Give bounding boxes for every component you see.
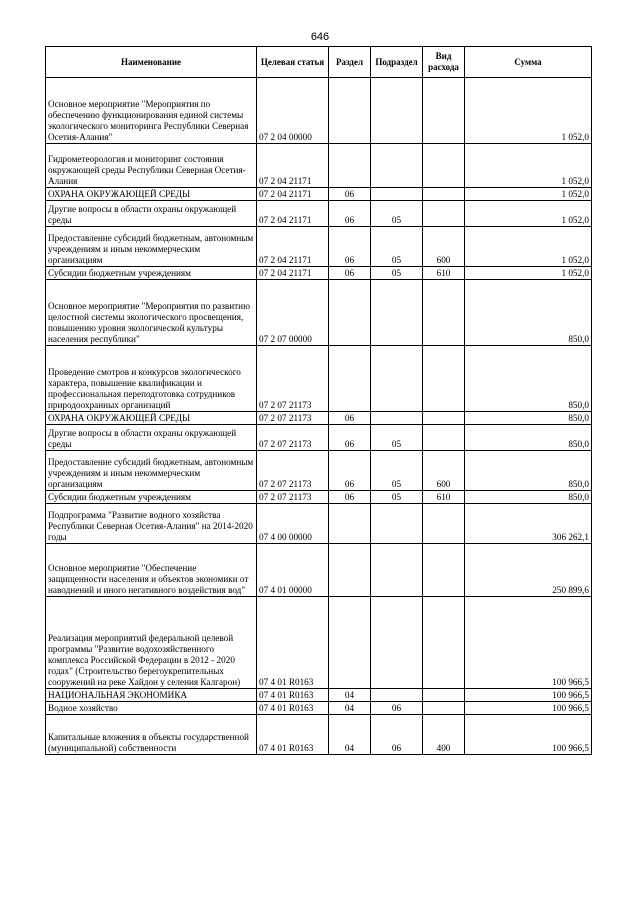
cell-expense [423,201,465,227]
cell-sum: 850,0 [465,451,592,491]
cell-target: 07 2 04 21171 [257,267,329,280]
cell-sum: 850,0 [465,491,592,504]
cell-target: 07 4 01 R0163 [257,702,329,715]
cell-expense: 610 [423,491,465,504]
cell-subsection [371,78,423,144]
cell-section [329,346,371,412]
cell-subsection [371,412,423,425]
cell-expense [423,702,465,715]
cell-expense [423,78,465,144]
cell-sum: 250 899,6 [465,544,592,597]
cell-section: 06 [329,425,371,451]
cell-section [329,144,371,188]
cell-name: Субсидии бюджетным учреждениям [46,491,257,504]
cell-name: Капитальные вложения в объекты государственной (муниципальной) собственности [46,715,257,755]
table-row [46,491,592,504]
table-row [46,544,592,597]
cell-subsection: 05 [371,227,423,267]
cell-name: Субсидии бюджетным учреждениям [46,267,257,280]
table-row [46,280,592,346]
cell-subsection: 05 [371,267,423,280]
cell-name: Другие вопросы в области охраны окружающей среды [46,201,257,227]
table-row [46,451,592,491]
cell-sum: 1 052,0 [465,227,592,267]
cell-sum: 1 052,0 [465,78,592,144]
table-row [46,346,592,412]
cell-subsection: 05 [371,201,423,227]
cell-section: 06 [329,451,371,491]
cell-expense: 600 [423,451,465,491]
cell-section: 06 [329,227,371,267]
table-row [46,702,592,715]
cell-target: 07 2 07 00000 [257,280,329,346]
header-subsection: Подраздел [371,47,423,78]
cell-target: 07 4 01 R0163 [257,689,329,702]
cell-section: 04 [329,689,371,702]
cell-target: 07 2 04 21171 [257,188,329,201]
cell-target: 07 2 04 21171 [257,144,329,188]
table-row [46,144,592,188]
cell-sum: 1 052,0 [465,267,592,280]
cell-section: 06 [329,267,371,280]
cell-expense [423,346,465,412]
cell-subsection: 06 [371,715,423,755]
cell-expense [423,504,465,544]
cell-subsection [371,597,423,689]
header-target: Целевая статья [257,47,329,78]
cell-section: 04 [329,715,371,755]
cell-name: Предоставление субсидий бюджетным, автономным учреждениям и иным некоммерческим организациям [46,227,257,267]
budget-table [45,46,592,755]
cell-sum: 306 262,1 [465,504,592,544]
cell-name: Реализация мероприятий федеральной целевой программы "Развитие водохозяйственного комплекса Российской Федерации в 2012 - 2020 годах" (Строительство берегоукрепительных сооружений на реке Хайдон у селения Калгарон) [46,597,257,689]
cell-target: 07 2 07 21173 [257,425,329,451]
cell-section [329,544,371,597]
cell-sum: 100 966,5 [465,715,592,755]
cell-name: НАЦИОНАЛЬНАЯ ЭКОНОМИКА [46,689,257,702]
table-row [46,597,592,689]
cell-section [329,280,371,346]
cell-expense: 600 [423,227,465,267]
cell-subsection [371,280,423,346]
table-row [46,689,592,702]
table-row [46,78,592,144]
cell-name: Основное мероприятие "Мероприятия по развитию целостной системы экологического просвещения, повышению уровня экологической культуры населения республики" [46,280,257,346]
table-header-row [46,47,592,78]
cell-sum: 850,0 [465,346,592,412]
table-row [46,412,592,425]
cell-name: Проведение смотров и конкурсов экологического характера, повышение квалификации и профессиональная переподготовка сотрудников природоохранных организаций [46,346,257,412]
cell-sum: 850,0 [465,412,592,425]
cell-sum: 100 966,5 [465,689,592,702]
cell-expense [423,544,465,597]
cell-subsection [371,346,423,412]
cell-section: 06 [329,201,371,227]
header-expense: Вид расхода [423,47,465,78]
page-number: 646 [310,31,330,43]
cell-name: Гидрометеорология и мониторинг состояния окружающей среды Республики Северная Осетия-Алания [46,144,257,188]
cell-subsection: 05 [371,451,423,491]
table-row [46,504,592,544]
cell-name: Предоставление субсидий бюджетным, автономным учреждениям и иным некоммерческим организациям [46,451,257,491]
cell-sum: 1 052,0 [465,144,592,188]
cell-subsection [371,689,423,702]
cell-section: 06 [329,491,371,504]
cell-target: 07 2 07 21173 [257,412,329,425]
cell-expense [423,689,465,702]
cell-subsection: 05 [371,425,423,451]
cell-section: 06 [329,188,371,201]
cell-expense: 610 [423,267,465,280]
cell-sum: 850,0 [465,280,592,346]
cell-expense [423,144,465,188]
cell-sum: 100 966,5 [465,597,592,689]
cell-subsection [371,544,423,597]
cell-sum: 1 052,0 [465,188,592,201]
cell-expense [423,597,465,689]
cell-name: Основное мероприятие "Мероприятия по обеспечению функционирования единой системы экологического мониторинга Республики Северная Осетия-Алания" [46,78,257,144]
cell-expense: 400 [423,715,465,755]
cell-section: 04 [329,702,371,715]
cell-section: 06 [329,412,371,425]
cell-sum: 100 966,5 [465,702,592,715]
cell-section [329,597,371,689]
cell-section [329,504,371,544]
table-row [46,227,592,267]
header-section: Раздел [329,47,371,78]
table-row [46,425,592,451]
table-row [46,188,592,201]
cell-name: Другие вопросы в области охраны окружающей среды [46,425,257,451]
header-sum: Сумма [465,47,592,78]
cell-name: ОХРАНА ОКРУЖАЮЩЕЙ СРЕДЫ [46,412,257,425]
cell-target: 07 2 04 21171 [257,227,329,267]
cell-name: ОХРАНА ОКРУЖАЮЩЕЙ СРЕДЫ [46,188,257,201]
cell-subsection: 05 [371,491,423,504]
cell-target: 07 2 04 21171 [257,201,329,227]
cell-expense [423,412,465,425]
table-row [46,715,592,755]
header-name: Наименование [46,47,257,78]
cell-subsection [371,504,423,544]
cell-target: 07 4 01 R0163 [257,715,329,755]
cell-name: Водное хозяйство [46,702,257,715]
cell-sum: 850,0 [465,425,592,451]
cell-subsection [371,144,423,188]
cell-name: Основное мероприятие "Обеспечение защищенности населения и объектов экономики от наводнений и иного негативного воздействия вод" [46,544,257,597]
cell-expense [423,280,465,346]
cell-target: 07 2 07 21173 [257,346,329,412]
cell-target: 07 2 07 21173 [257,491,329,504]
cell-expense [423,425,465,451]
cell-subsection: 06 [371,702,423,715]
cell-subsection [371,188,423,201]
cell-sum: 1 052,0 [465,201,592,227]
cell-name: Подпрограмма "Развитие водного хозяйства Республики Северная Осетия-Алания" на 2014-2020 годы [46,504,257,544]
cell-section [329,78,371,144]
table-row [46,267,592,280]
cell-target: 07 2 07 21173 [257,451,329,491]
table-row [46,201,592,227]
cell-target: 07 4 00 00000 [257,504,329,544]
cell-target: 07 4 01 00000 [257,544,329,597]
cell-expense [423,188,465,201]
cell-target: 07 2 04 00000 [257,78,329,144]
cell-target: 07 4 01 R0163 [257,597,329,689]
